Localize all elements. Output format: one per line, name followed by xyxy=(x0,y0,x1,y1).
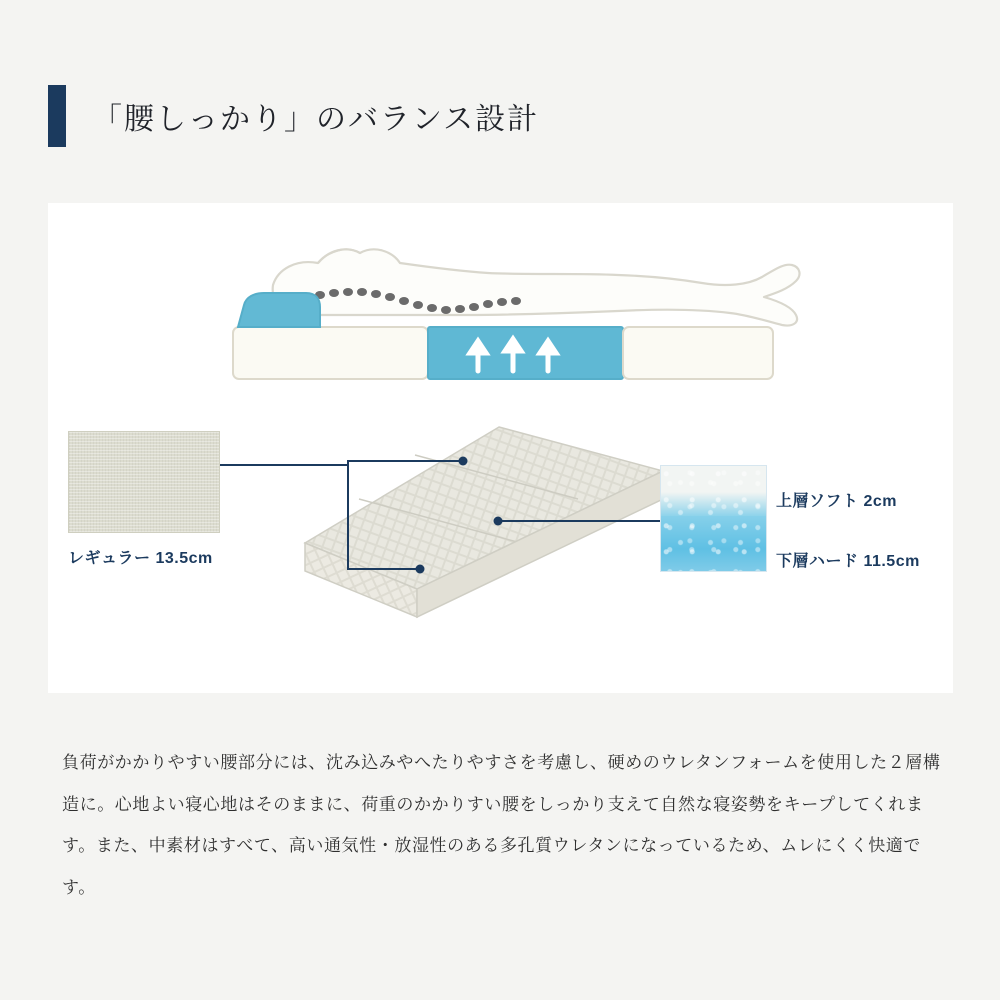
mattress-3d-illustration xyxy=(263,403,663,643)
label-lower-hard: 下層ハード 11.5cm xyxy=(776,553,920,570)
title-accent-bar xyxy=(48,85,66,147)
fabric-swatch-regular xyxy=(68,431,220,533)
description-paragraph: 負荷がかかりやすい腰部分には、沈み込みやへたりやすさを考慮し、硬めのウレタンフォームを使用した２層構造に。心地よい寝心地はそのままに、荷重のかかりすい腰をしっかり支えて自然な寝姿勢をキープしてくれます。また、中素材はすべて、高い通気性・放湿性のある多孔質ウレタンになっているため、ムレにくく快適です。 xyxy=(62,753,941,897)
page-title xyxy=(48,85,539,147)
page-title-text: 「腰しっかり」のバランス設計 xyxy=(92,103,540,136)
diagram-panel xyxy=(48,203,953,693)
label-upper-soft: 上層ソフト 2cm xyxy=(776,493,897,510)
swatch-left-label: レギュラー 13.5cm xyxy=(68,550,213,567)
foam-cross-section-swatch xyxy=(660,465,767,572)
sleeping-posture-illustration xyxy=(178,223,818,393)
foam-texture-overlay xyxy=(661,466,766,571)
